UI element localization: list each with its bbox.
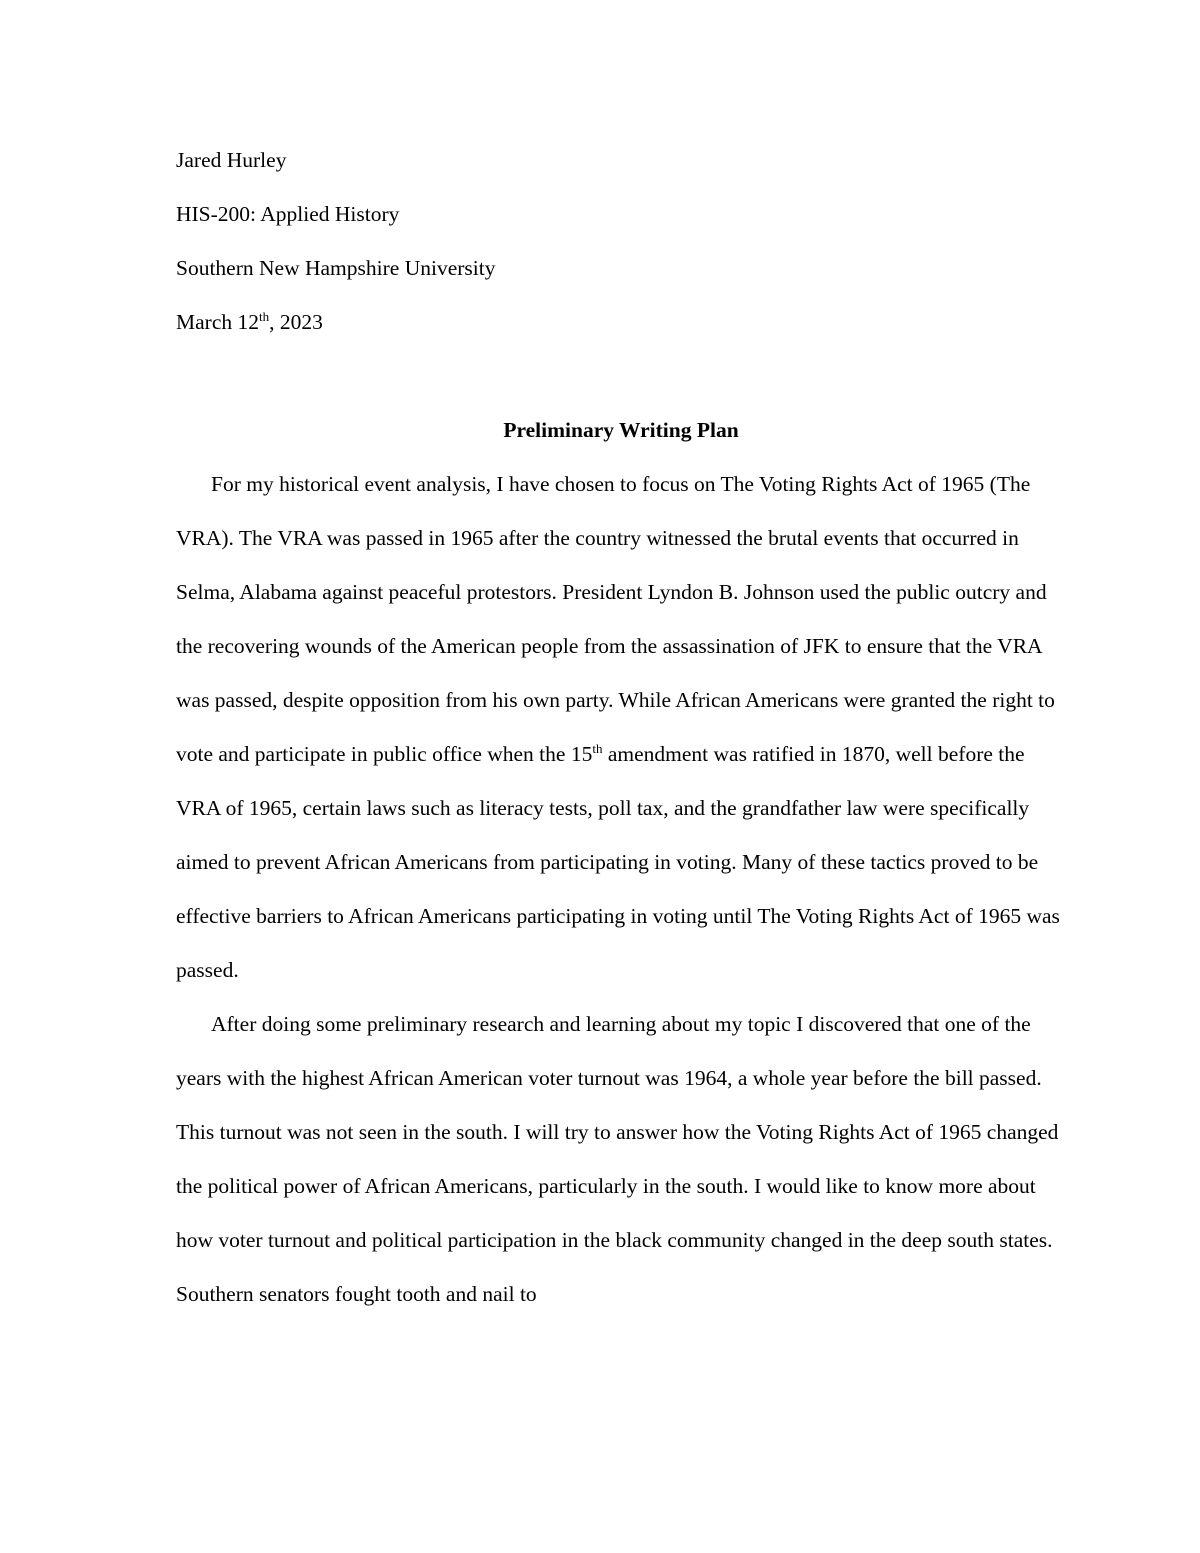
paragraph-1-part-1: For my historical event analysis, I have chosen to focus on The Voting Rights Act of 1965 (The VRA). The VRA was passed in 1965 after the country witnessed the brutal events that occurred in Selma, Alabama against peaceful protestors. President Lyndon B. Johnson used the public outcry and the recovering wounds of the American people from the assassination of JFK to ensure that the VRA was passed, despite opposition from his own party. While African Americans were granted the right to vote and participate in public office when the 15: [176, 472, 1055, 766]
paragraph-1: [176, 457, 1066, 997]
date-suffix: , 2023: [269, 310, 323, 334]
paragraph-1-superscript: th: [592, 740, 603, 756]
submission-date: [176, 295, 1066, 349]
paragraph-1-part-2: amendment was ratified in 1870, well before the VRA of 1965, certain laws such as literacy tests, poll tax, and the grandfather law were specifically aimed to prevent African Americans from participating in voting. Many of these tactics proved to be effective barriers to African Americans participating in voting until The Voting Rights Act of 1965 was passed.: [176, 742, 1060, 982]
document-body: [176, 133, 1066, 1321]
date-superscript: th: [259, 308, 270, 324]
author-name: Jared Hurley: [176, 148, 287, 172]
institution-name: Southern New Hampshire University: [176, 256, 496, 280]
course-name: HIS-200: Applied History: [176, 202, 400, 226]
document-title: Preliminary Writing Plan: [503, 418, 739, 442]
paragraph-2: After doing some preliminary research and learning about my topic I discovered that one of the years with the highest African American voter turnout was 1964, a whole year before the bill passed. This turnout was not seen in the south. I will try to answer how the Voting Rights Act of 1965 changed the political power of African Americans, particularly in the south. I would like to know more about how voter turnout and political participation in the black community changed in the deep south states. Southern senators fought tooth and nail to: [176, 1012, 1059, 1306]
date-prefix: March 12: [176, 310, 259, 334]
